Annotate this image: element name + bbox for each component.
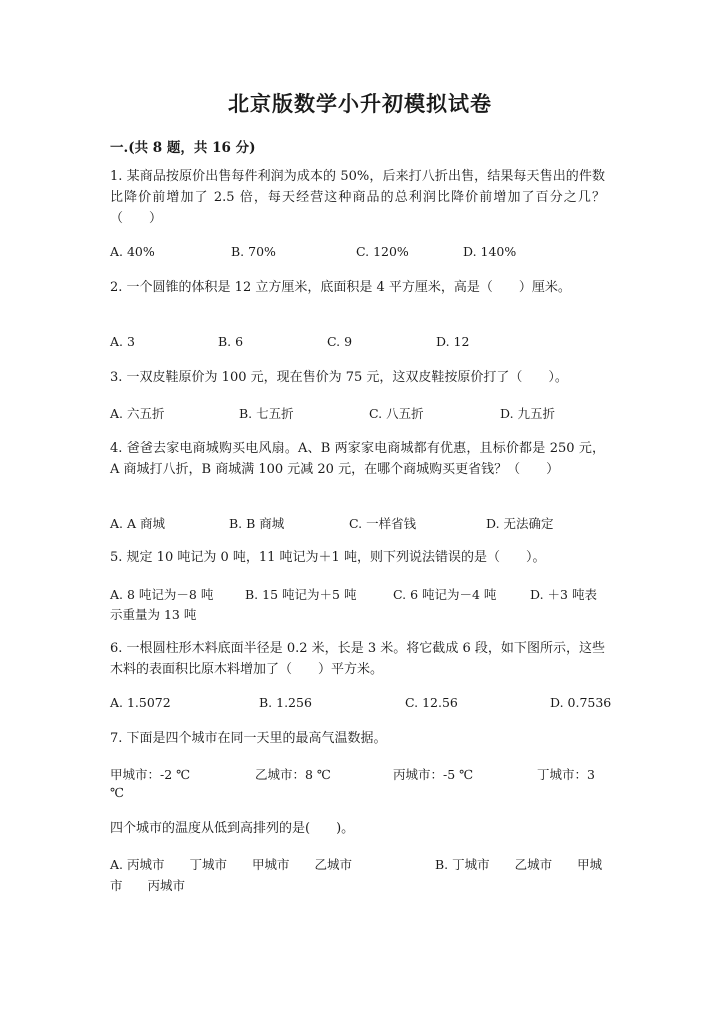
option-a[interactable]: A. 丙城市 丁城市 甲城市 乙城市 [110,857,352,872]
option-a[interactable]: A. A 商城 [110,516,165,531]
option-b[interactable]: B. 丁城市 乙城市 甲城 [435,857,603,872]
temp-unit-continuation: ℃ [110,785,124,800]
option-b-continuation: 市 丙城市 [110,878,186,893]
option-b[interactable]: B. 70% [231,244,276,259]
section-heading: 一.(共 8 题，共 16 分) [110,140,256,156]
temp-ding: 丁城市：3 [537,767,595,782]
option-d[interactable]: D. ＋3 吨表 [530,587,597,602]
question-7-temperatures [110,765,610,785]
option-b[interactable]: B. 七五折 [239,406,294,421]
question-3-options [110,404,610,424]
question-2-options [110,334,610,354]
option-a[interactable]: A. 40% [110,244,155,259]
question-5-options [110,585,610,605]
option-c[interactable]: C. 一样省钱 [349,516,417,531]
option-a[interactable]: A. 8 吨记为－8 吨 [110,587,214,602]
option-a[interactable]: A. 1.5072 [110,695,171,710]
option-c[interactable]: C. 12.56 [405,695,458,710]
question-4-text: 4. 爸爸去家电商城购买电风扇。A、B 两家家电商城都有优惠，且标价都是 250 元，A 商城打八折，B 商城满 100 元减 20 元，在哪个商城购买更省钱？（ ） [110,441,605,477]
page-title: 北京版数学小升初模拟试卷 [228,91,492,116]
option-b[interactable]: B. B 商城 [229,516,285,531]
question-5-option-d-continuation [110,605,610,625]
option-a[interactable]: A. 3 [110,334,135,349]
question-7-options [110,855,610,875]
temp-yi: 乙城市：8 ℃ [255,767,331,782]
option-c[interactable]: C. 9 [327,334,353,349]
question-3-text: 3. 一双皮鞋原价为 100 元，现在售价为 75 元，这双皮鞋按原价打了（ ）。 [110,370,568,385]
option-d[interactable]: D. 无法确定 [486,516,554,531]
question-7-text: 7. 下面是四个城市在同一天里的最高气温数据。 [110,731,387,746]
question-7-option-b-continuation [110,876,610,896]
option-a[interactable]: A. 六五折 [110,406,165,421]
option-d[interactable]: D. 九五折 [500,406,556,421]
option-c[interactable]: C. 120% [356,244,409,259]
option-c[interactable]: C. 八五折 [369,406,424,421]
question-6-options [110,695,610,715]
option-b[interactable]: B. 15 吨记为＋5 吨 [245,587,357,602]
option-b[interactable]: B. 6 [218,334,244,349]
question-6-text: 6. 一根圆柱形木料底面半径是 0.2 米，长是 3 米。将它截成 6 段，如下图所示，这些木料的表面积比原木料增加了（ ）平方米。 [110,641,605,677]
question-2-text: 2. 一个圆锥的体积是 12 立方厘米，底面积是 4 平方厘米，高是（ ）厘米。 [110,280,571,295]
question-7-subquestion: 四个城市的温度从低到高排列的是( )。 [110,821,355,836]
option-b[interactable]: B. 1.256 [259,695,312,710]
option-c[interactable]: C. 6 吨记为－4 吨 [393,587,497,602]
temp-bing: 丙城市：-5 ℃ [393,767,474,782]
question-4-options [110,514,610,534]
question-5-text: 5. 规定 10 吨记为 0 吨，11 吨记为＋1 吨，则下列说法错误的是（ ）。 [110,550,546,565]
temp-jia: 甲城市：-2 ℃ [110,767,191,782]
option-d[interactable]: D. 140% [463,244,517,259]
question-1-text: 1. 某商品按原价出售每件利润为成本的 50%，后来打八折出售，结果每天售出的件数比降价前增加了 2.5 倍，每天经营这种商品的总利润比降价前增加了百分之几？（ ） [110,169,605,226]
option-d[interactable]: D. 0.7536 [550,695,612,710]
question-1-options [110,244,610,264]
question-7-temp-continuation [110,785,610,805]
option-d-continuation: 示重量为 13 吨 [110,607,197,622]
option-d[interactable]: D. 12 [436,334,470,349]
